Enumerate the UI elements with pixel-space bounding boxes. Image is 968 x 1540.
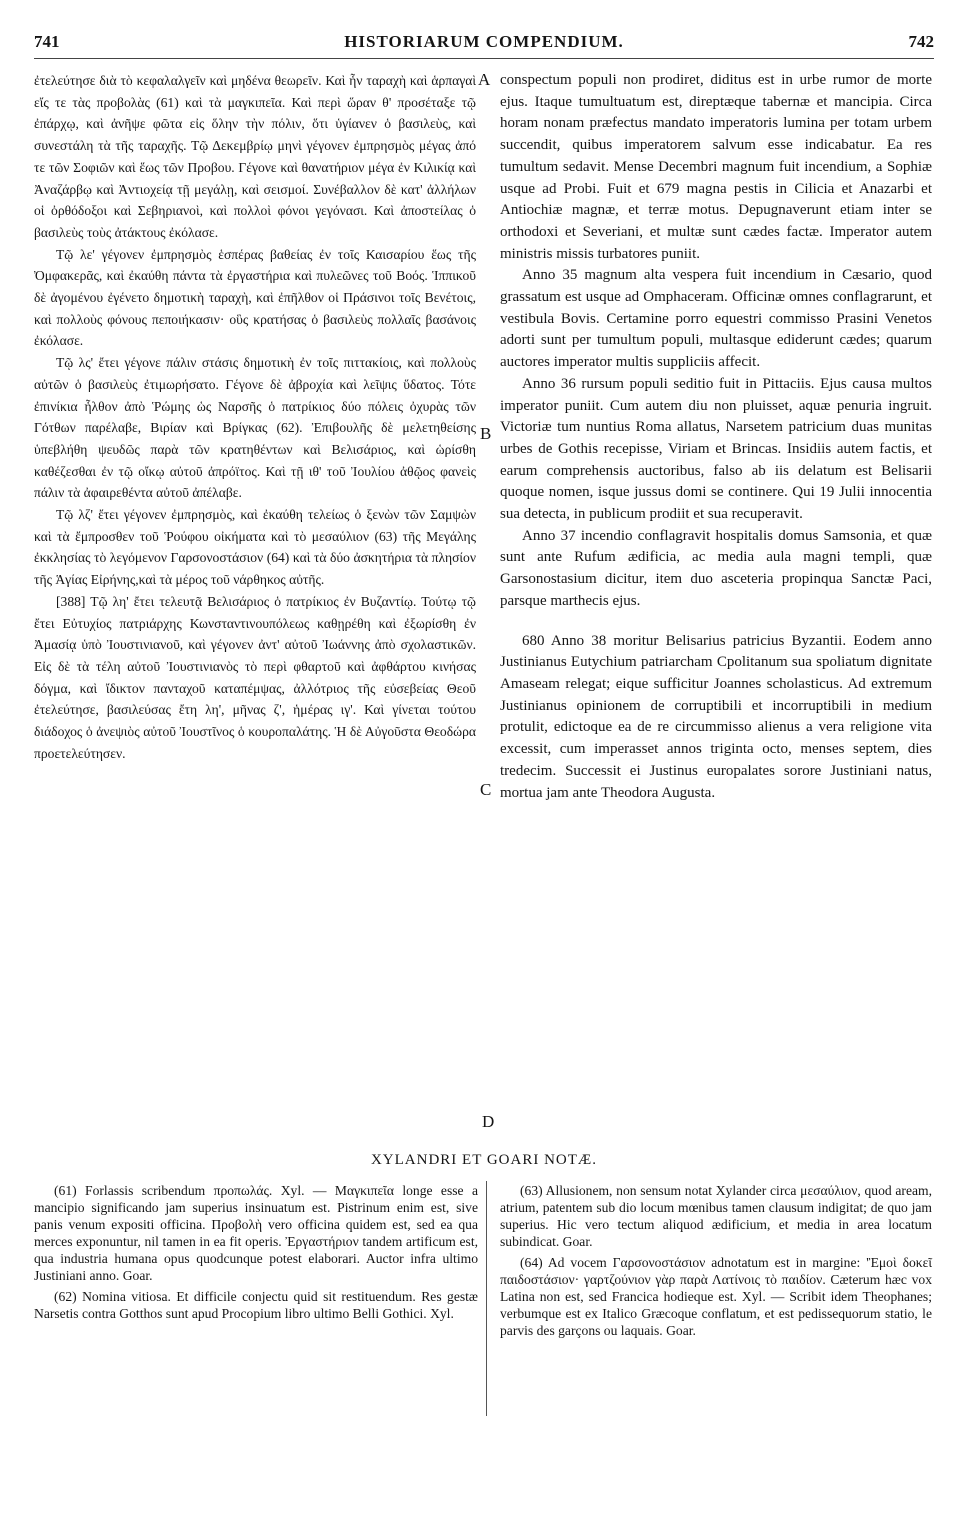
notes-heading: XYLANDRI ET GOARI NOTÆ. (370, 1152, 598, 1168)
notes-right-column (500, 1182, 932, 1343)
latin-paragraph-4: Anno 37 incendio conflagravit hospitalis domus Samsonia, et quæ sunt ante Rufum ædificia, ac media aula magni templi, quæ Garsonostasium dicitur, item duo asceteria propinqua Sanctæ Paci, parsque marthecis ejus. (500, 527, 932, 609)
page-number-left: 741 (34, 32, 60, 51)
latin-paragraph-5: 680 Anno 38 moritur Belisarius patricius Byzantii. Eodem anno Justinianus Eutychium patriarcham Cpolitanum sua spoliatum dignitate Amaseam relegat; eique sufficitur Joannes scholasticus. Ad extremum Justinianus opinionem de corruptibili et incorruptibili in medium protulit, edictoque ea de re circummisso alienus a vera religione vita excessit, cum imperasset annos triginta octo, menses septem, dies tredecim. Successit ei Justinus europalates sorore Justiniani natus, mortua jam ante Theodora Augusta. (500, 632, 932, 801)
note-61: (61) Forlassis scribendum προπωλάς. Xyl. — Μαγκιπεῖα longe esse a mancipio significando jam superius insinuatum est. Pistrinum enim est, sive panis venum expositi officina. Προβολὴ vero officina quidem est, sed ea qua merces exponuntur, nil tamen in ea fit operis. Ἐργαστήριον tandem artificum est, qua industria humana opus quodcunque potest elaborari. Auctor infra ultimo Justiniani anno. Goar. (34, 1183, 478, 1283)
note-64: (64) Ad vocem Γαρσονοστάσιον adnotatum est in margine: 'Ἐμοὶ δοκεῖ παιδοστάσιον· γαρτζούνιον γὰρ παρὰ Λατίνοις τὸ παιδίον. Cæterum hæc vox Latina non est, sed Francica hodieque est. Xyl. — Scribit idem Theophanes; verbumque est ex Italico Græcoque conflatum, et est pedissequorum statio, le parvis des garçons ou laquais. Goar. (500, 1255, 932, 1338)
greek-paragraph-1: ἐτελεύτησε διὰ τὸ κεφαλαλγεῖν καὶ μηδένα θεωρεῖν. Καὶ ἦν ταραχὴ καὶ ἁρπαγαὶ εἴς τε τὰς προβολὰς (61) καὶ τὰ μαγκιπεῖα. Καὶ περὶ ὥραν θ' προσέταξε τῷ ἐπάρχῳ, καὶ ἀνῆψε φῶτα εἰς ὅλην τὴν πόλιν, ὅτι ὑγίανεν ὁ βασιλεὺς, καὶ συνεστάλη τὰ τῆς ταραχῆς. Τῷ Δεκεμβρίῳ μηνὶ γέγονεν ἐμπρησμὸς μέγας ἀπό τε τῶν Σοφιῶν καὶ ἕως τῶν Προβου. Γέγονε καὶ θανατήριον μέγα ἐν Κιλικίᾳ καὶ Ἀναζάρβῳ καὶ Ἀντιοχείᾳ τῇ μεγάλῃ, καὶ σεισμοί. Συνέβαλλον δὲ κατ' ἀλλήλων οἱ ὀρθόδοξοι καὶ Σεβηριανοὶ, καὶ πολλοὶ φόνοι γεγόνασι. Καὶ ἀποστείλας ὁ βασιλεὺς τοὺς ἀτάκτους ἐκόλασε. (34, 73, 476, 240)
latin-paragraph-2: Anno 35 magnum alta vespera fuit incendium in Cæsario, quod grassatum est usque ad Omphaceram. Officinæ omnes conflagrarunt, et vestibula Bovis. Certamine porro equestri commisso Prasini Venetos adorti sunt per tumultum populi, multasque ediderunt cædes; quarum auctores imperator multis suppliciis affecit. (500, 267, 932, 371)
margin-marker-a: A (478, 70, 491, 89)
notes-left-column (34, 1182, 478, 1326)
running-title: HISTORIARUM COMPENDIUM. (344, 32, 624, 51)
greek-paragraph-4: Τῷ λζ' ἔτει γέγονεν ἐμπρησμὸς, καὶ ἐκαύθη τελείως ὁ ξενὼν τῶν Σαμψὼν καὶ τὰ ἔμπροσθεν τοῦ Ῥούφου οἰκήματα καὶ τὸ μεσαύλιον (63) τῆς Μεγάλης ἐκκλησίας τὸ λεγόμενον Γαρσονοστάσιον (64) καὶ τὰ δύο ἀσκητήρια τὰ πλησίον τῆς Ἁγίας Εἰρήνης,καὶ τὰ μέρος τοῦ νάρθηκος αὐτῆς. (34, 507, 476, 588)
note-63: (63) Allusionem, non sensum notat Xylander circa μεσαύλιον, quod aream, atrium, patentem sub dio locum mœnibus tamen clausum indigitat; de quo jam superius. Hic vero tectum aliquod ædificium, et media in area locatum subindicat. Goar. (500, 1183, 932, 1249)
page-number-right: 742 (908, 32, 934, 51)
margin-marker-d: D (482, 1112, 495, 1131)
latin-column (500, 70, 932, 804)
latin-paragraph-1: conspectum populi non prodiret, diditus est in urbe rumor de morte ejus. Itaque tumultuatum est, direptæque tabernæ et mancipia. Circa horam nonam præfectus mandato imperatoris lumina per totam urbem succendit, quibus imperatorem salvum esse indicabatur. Ea res tumultum sedavit. Mense Decembri magnum fuit incendium, a Sophiæ usque ad Probi. Fuit et 679 magna pestis in Cilicia et Anazarbi et Antiochiæ magnæ, et terræ motus. Depugnaverunt etiam inter se orthodoxi et Severiani, et multæ sunt cædes factæ. Imperator autem ministris missis turbatores puniit. (500, 72, 932, 262)
margin-marker-c: C (480, 780, 492, 799)
greek-paragraph-2: Τῷ λε' γέγονεν ἐμπρησμὸς ἑσπέρας βαθείας ἐν τοῖς Καισαρίου ἕως τῆς Ὀμφακερᾶς, καὶ ἐκαύθη πάντα τὰ ἐργαστήρια καὶ πυλεῶνες τοῦ Βοός. Ἱππικοῦ δὲ ἀγομένου ἐγένετο δημοτικὴ ταραχὴ, καὶ ἐπῆλθον οἱ Πράσινοι τοῖς Βενέτοις, καὶ πολλοὺς φόνους πεποιήκασιν· οὓς κρατήσας ὁ βασιλεὺς πολλαῖς βασάνοις ἐκόλασε. (34, 246, 476, 349)
greek-paragraph-3: Τῷ λς' ἔτει γέγονε πάλιν στάσις δημοτικὴ ἐν τοῖς πιττακίοις, καὶ πολλοὺς αὐτῶν ὁ βασιλεὺς ἐτιμωρήσατο. Γέγονε δὲ ἀβροχία καὶ λεῖψις ὕδατος. Τότε ἐπινίκια ἦλθον ἀπὸ Ῥώμης ὡς Ναρσῆς ὁ πατρίκιος δύο πόλεις ὀχυρὰς τῶν Γότθων παρέλαβε, Βιρίαν καὶ Βρίγκας (62). Ἐπιβουλῆς δὲ μελετηθείσης ὑπεβλήθη ψευδῶς παρὰ τῶν κρατηθέντων καὶ Βελισάριος, καὶ ὡρίσθη καθέζεσθαι ἐν τῷ οἴκῳ αὐτοῦ ἀπρόϊτος. Καὶ τῇ ιθ' τοῦ Ἰουλίου ἀθῷος φανεὶς πάλιν τὰ ἀφαιρεθέντα αὐτοῦ ἀπέλαβε. (34, 355, 476, 501)
greek-column (34, 70, 476, 765)
margin-marker-b: B (480, 424, 492, 443)
notes-column-divider (486, 1181, 487, 1416)
note-62: (62) Nomina vitiosa. Et difficile conjectu quid sit restituendum. Res gestæ Narsetis contra Gotthos sunt apud Procopium libro ultimo Belli Gothici. Xyl. (34, 1289, 478, 1321)
latin-paragraph-3: Anno 36 rursum populi seditio fuit in Pittaciis. Ejus causa multos imperator puniit. Cum autem diu non pluisset, aquæ penuria ingruit. Victoriæ tum nuntius Roma allatus, Narsetem patricium duas munitas urbes de Gothis recepisse, Viriam et Brincas. Insidiis autem factis, et earum comprehensis auctoribus, falso ab iis delatum est Belisarii quoque nomen, isque jussus domi se continere. Qui 19 Julii innocentia sua detecta, in publicum prodiit et sua recuperavit. (500, 375, 932, 523)
running-header (34, 32, 934, 59)
greek-paragraph-5: [388] Τῷ λη' ἔτει τελευτᾷ Βελισάριος ὁ πατρίκιος ἐν Βυζαντίῳ. Τούτῳ τῷ ἔτει Εὐτυχίος πατριάρχης Κωνσταντινουπόλεως καθῃρέθη καὶ ἐξωρίσθη ἐν Ἀμασίᾳ ὑπὸ Ἰουστινιανοῦ, καὶ γέγονεν ἀντ' αὐτοῦ Ἰωάννης ἀπὸ σχολαστικῶν. Εἰς δὲ τὰ τέλη αὐτοῦ Ἰουστινιανὸς τὸ περὶ φθαρτοῦ καὶ ἀφθάρτου κινήσας δόγμα, καὶ ἴδικτον πανταχοῦ καταπέμψας, ἀλλότριος τῆς εὐσεβείας Θεοῦ ἐτελεύτησε, βασιλεύσας ἔτη λη', μῆνας ζ', ἡμέρας ιγ'. Καὶ γίνεται τούτου διάδοχος ὁ ἀνεψιὸς αὐτοῦ Ἰουστῖνος ὁ κουροπαλάτης. Ἡ δὲ Αὐγοῦστα Θεοδώρα προετελεύτησεν. (34, 593, 476, 761)
